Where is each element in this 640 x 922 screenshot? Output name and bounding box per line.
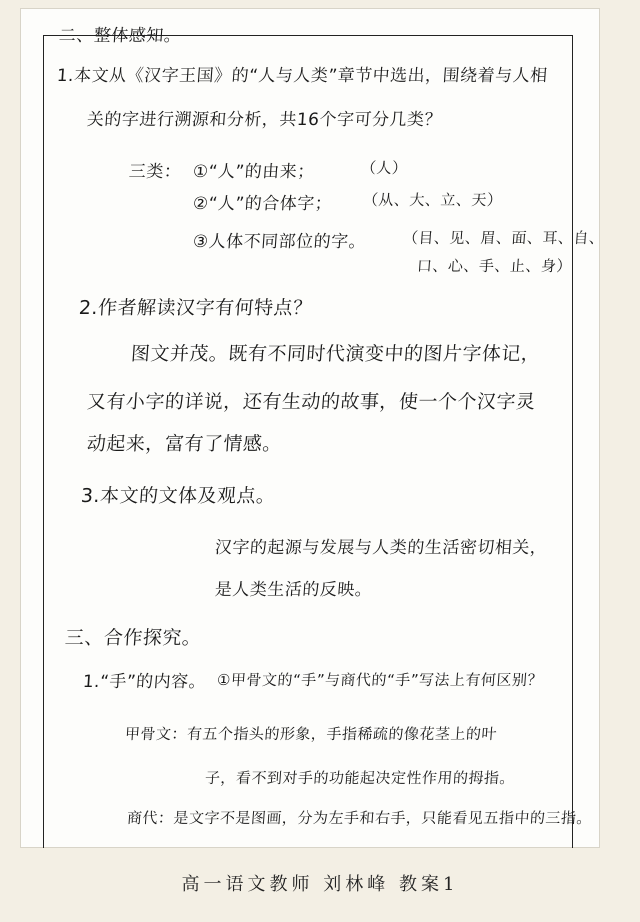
section-heading: 三、合作探究。 (64, 627, 203, 649)
page-footer: 高一语文教师 刘林峰 教案1 (181, 874, 459, 895)
category-item: ③人体不同部位的字。 (192, 232, 367, 252)
category-example: （目、见、眉、面、耳、自、 (402, 229, 606, 247)
category-item: ①“人”的由来； (192, 162, 316, 182)
answer-line: 图文并茂。既有不同时代演变中的图片字体记， (130, 343, 542, 365)
category-label: 三类： (128, 162, 183, 182)
answer-line: 商代：是文字不是图画，分为左手和右手，只能看见五指中的三指。 (126, 809, 593, 827)
question-line: 关的字进行溯源和分析，共16个字可分几类？ (86, 110, 443, 130)
question-heading: 2.作者解读汉字有何特点？ (78, 297, 314, 319)
section-heading: 二、整体感知。 (58, 26, 183, 46)
answer-line: 动起来，富有了情感。 (86, 433, 283, 455)
answer-line: 是人类生活的反映。 (214, 580, 374, 600)
question-heading: 3.本文的文体及观点。 (80, 485, 277, 507)
sub-question: ①甲骨文的“手”与商代的“手”写法上有何区别？ (216, 671, 544, 689)
subsection-heading: 1.“手”的内容。 (82, 672, 207, 692)
answer-line: 又有小字的详说，还有生动的故事，使一个个汉字灵 (86, 391, 537, 413)
category-example: 口、心、手、止、身） (416, 257, 573, 275)
answer-line: 汉字的起源与发展与人类的生活密切相关， (214, 538, 549, 558)
answer-line: 甲骨文：有五个指头的形象，手指稀疏的像花茎上的叶 (124, 725, 498, 743)
notebook-page (20, 8, 606, 848)
category-example: （人） (360, 159, 409, 177)
question-line: 1.本文从《汉字王国》的“人与人类”章节中选出，围绕着与人相 (56, 66, 549, 86)
category-example: （从、大、立、天） (362, 191, 504, 209)
answer-line: 子，看不到对手的功能起决定性作用的拇指。 (204, 769, 516, 787)
category-item: ②“人”的合体字； (192, 194, 333, 214)
